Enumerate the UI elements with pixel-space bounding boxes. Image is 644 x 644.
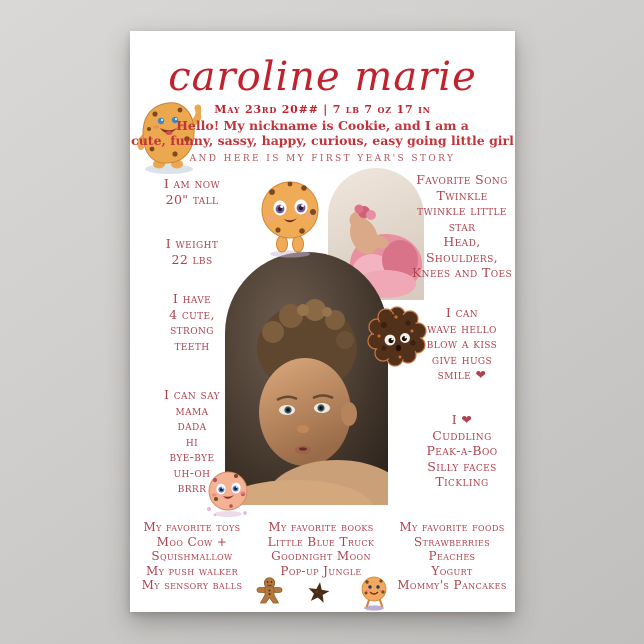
favorite-foods-list [394, 520, 510, 593]
text-line: Peaches [428, 549, 476, 563]
text-line: 4 cute, [169, 306, 215, 322]
text-line: twinkle little [417, 203, 507, 218]
milestone-weight [140, 236, 244, 267]
text-line: Knees and Toes [411, 265, 513, 280]
text-line: My favorite foods [399, 520, 505, 534]
milestone-poster [130, 31, 515, 612]
text-line: Peak-a-Boo [426, 443, 498, 458]
text-line: I can say [164, 387, 220, 402]
gingerbread-man-icon [256, 577, 283, 610]
text-line: My push walker [146, 563, 238, 578]
text-line: mama [175, 402, 209, 418]
text-line: give hugs [431, 351, 493, 367]
text-line: Twinkle [436, 187, 488, 203]
text-line: Goodnight Moon [271, 549, 371, 563]
star-cookie-icon [302, 581, 335, 609]
milestone-skills [411, 305, 513, 383]
text-line: My sensory balls [141, 578, 243, 592]
dancing-cookie-icon [357, 574, 392, 615]
text-line: strong [170, 322, 214, 337]
text-line: Moo Cow + [156, 534, 228, 549]
text-line: 22 lbs [171, 251, 213, 267]
intro-line-1: Hello! My nickname is Cookie, and I am a [176, 118, 469, 133]
standing-cookie-icon [258, 176, 322, 262]
milestone-loves [411, 412, 513, 490]
text-line: Little Blue Truck [267, 534, 375, 549]
text-line: hi [185, 433, 199, 449]
text-line: star [448, 218, 476, 234]
milestone-height [140, 176, 244, 207]
favorite-books-list [261, 520, 381, 578]
text-line: My favorite toys [143, 520, 241, 534]
milestone-favorite-song [411, 172, 513, 281]
text-line: Yogurt [431, 563, 473, 578]
text-line: Pop-up Jungle [280, 563, 362, 578]
text-line: I have [172, 291, 212, 306]
text-line: I ❤ [451, 412, 473, 427]
text-line: I weight [165, 236, 219, 251]
text-line: dada [177, 418, 207, 433]
milestone-words [140, 387, 244, 496]
favorite-toys-list [138, 520, 246, 593]
text-line: teeth [174, 337, 210, 353]
text-line: Silly faces [427, 458, 497, 474]
text-line: Head, [443, 234, 481, 249]
text-line: Squishmallow [151, 549, 233, 563]
birth-stats: May 23rd 20## | 7 lb 7 oz 17 in [214, 103, 431, 116]
tagline: AND HERE IS MY FIRST YEAR'S STORY [189, 154, 456, 164]
text-line: 20" tall [165, 191, 219, 207]
text-line: smile ❤ [437, 367, 487, 382]
milestone-teeth [140, 291, 244, 353]
text-line: brrr [177, 480, 207, 495]
text-line: I can [445, 305, 479, 320]
text-line: bye-bye [169, 449, 215, 464]
text-line: blow a kiss [426, 336, 498, 351]
text-line: Cuddling [432, 427, 492, 443]
text-line: My favorite books [268, 520, 374, 534]
text-line: Favorite Song [416, 172, 508, 187]
text-line: Mommy's Pancakes [397, 578, 507, 592]
text-line: uh-oh [173, 464, 211, 480]
text-line: Tickling [435, 474, 489, 489]
poster-title: caroline marie [168, 54, 477, 100]
text-line: Shoulders, [425, 249, 499, 265]
text-line: I am now [163, 176, 221, 191]
intro-line-2: cute, funny, sassy, happy, curious, easy going little girl [131, 133, 514, 148]
text-line: wave hello [427, 320, 497, 336]
text-line: Strawberries [413, 534, 491, 549]
